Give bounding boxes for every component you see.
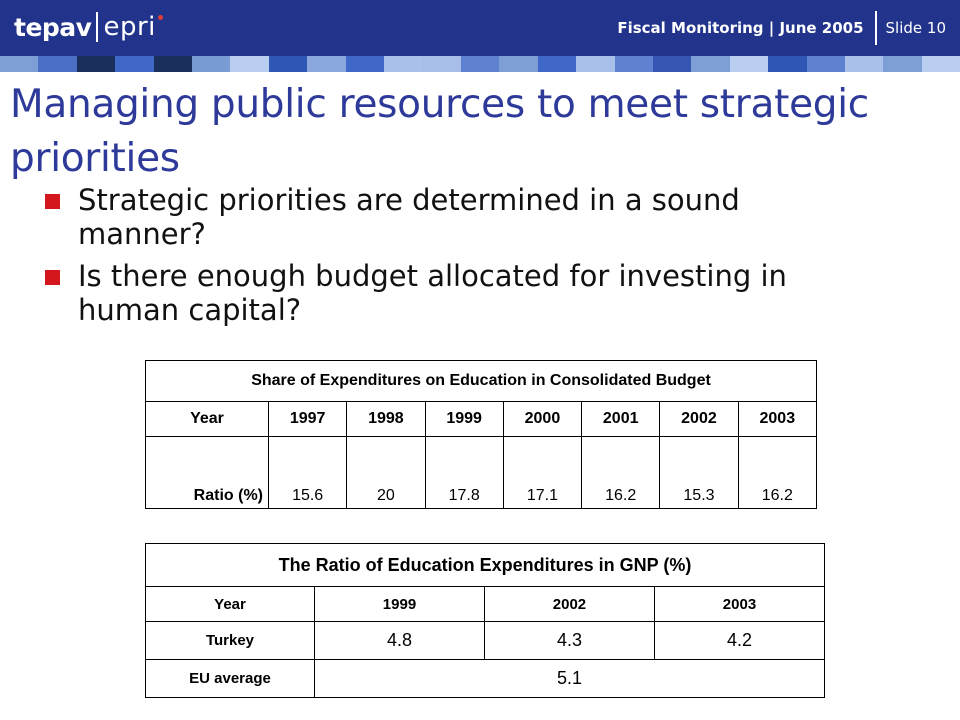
stripe-segment	[807, 56, 845, 72]
slide-title: Managing public resources to meet strategic priorities	[10, 82, 869, 181]
table-cell: 5.1	[315, 660, 825, 698]
logo-epri: epri	[103, 12, 155, 42]
table-row	[146, 622, 825, 660]
table-title: The Ratio of Education Expenditures in GNP (%)	[146, 544, 825, 587]
stripe-segment	[538, 56, 576, 72]
stripe-segment	[461, 56, 499, 72]
logo-dot	[158, 15, 163, 20]
logo-divider	[96, 12, 98, 42]
stripe-segment	[499, 56, 537, 72]
stripe-segment	[346, 56, 384, 72]
row-label: Turkey	[146, 622, 315, 660]
stripe-segment	[691, 56, 729, 72]
stripe-segment	[768, 56, 806, 72]
stripe-segment	[653, 56, 691, 72]
decorative-stripe	[0, 56, 960, 72]
stripe-segment	[730, 56, 768, 72]
table-cell: 2000	[503, 402, 581, 437]
table-cell: 20	[347, 437, 425, 509]
stripe-segment	[154, 56, 192, 72]
table-cell: 2003	[654, 587, 824, 622]
logo-tepav: tepav	[14, 12, 92, 42]
stripe-segment	[576, 56, 614, 72]
tepav-epri-logo	[14, 7, 156, 47]
bullet-list	[44, 183, 864, 335]
table-cell: 2002	[484, 587, 654, 622]
education-budget-share-table	[145, 360, 817, 509]
header-bar	[0, 0, 960, 56]
stripe-segment	[384, 56, 422, 72]
row-label: Ratio (%)	[146, 437, 269, 509]
stripe-segment	[883, 56, 921, 72]
stripe-segment	[307, 56, 345, 72]
table-header-row	[146, 402, 817, 437]
stripe-segment	[845, 56, 883, 72]
stripe-segment	[230, 56, 268, 72]
bullet-square-icon	[45, 270, 60, 285]
table-cell: 4.3	[484, 622, 654, 660]
stripe-segment	[115, 56, 153, 72]
header-info	[617, 10, 946, 46]
stripe-segment	[77, 56, 115, 72]
table-cell: 15.6	[269, 437, 347, 509]
table-cell: 1999	[315, 587, 485, 622]
table-row	[146, 660, 825, 698]
table-cell: 15.3	[660, 437, 738, 509]
stripe-segment	[38, 56, 76, 72]
table-cell: 16.2	[582, 437, 660, 509]
table-cell: 16.2	[738, 437, 816, 509]
bullet-square-icon	[45, 194, 60, 209]
stripe-segment	[192, 56, 230, 72]
slide-number: Slide 10	[885, 19, 946, 37]
table-cell: 2002	[660, 402, 738, 437]
stripe-segment	[922, 56, 960, 72]
table-header-row	[146, 587, 825, 622]
table-cell: 17.1	[503, 437, 581, 509]
stripe-segment	[422, 56, 460, 72]
table-cell: 2003	[738, 402, 816, 437]
stripe-segment	[0, 56, 38, 72]
table-cell: Year	[146, 402, 269, 437]
bullet-item: Strategic priorities are determined in a sound manner?	[44, 183, 864, 251]
stripe-segment	[615, 56, 653, 72]
stripe-segment	[269, 56, 307, 72]
table-title: Share of Expenditures on Education in Consolidated Budget	[146, 361, 817, 402]
table-cell: 2001	[582, 402, 660, 437]
table-cell: Year	[146, 587, 315, 622]
table-cell: 1999	[425, 402, 503, 437]
table-cell: 4.2	[654, 622, 824, 660]
table-row	[146, 437, 817, 509]
presentation-title: Fiscal Monitoring | June 2005	[617, 19, 864, 37]
bullet-item: Is there enough budget allocated for investing in human capital?	[44, 259, 864, 327]
row-label: EU average	[146, 660, 315, 698]
header-separator	[875, 11, 877, 45]
table-cell: 1997	[269, 402, 347, 437]
table-cell: 17.8	[425, 437, 503, 509]
table-cell: 4.8	[315, 622, 485, 660]
table-cell: 1998	[347, 402, 425, 437]
education-gnp-ratio-table	[145, 543, 825, 698]
